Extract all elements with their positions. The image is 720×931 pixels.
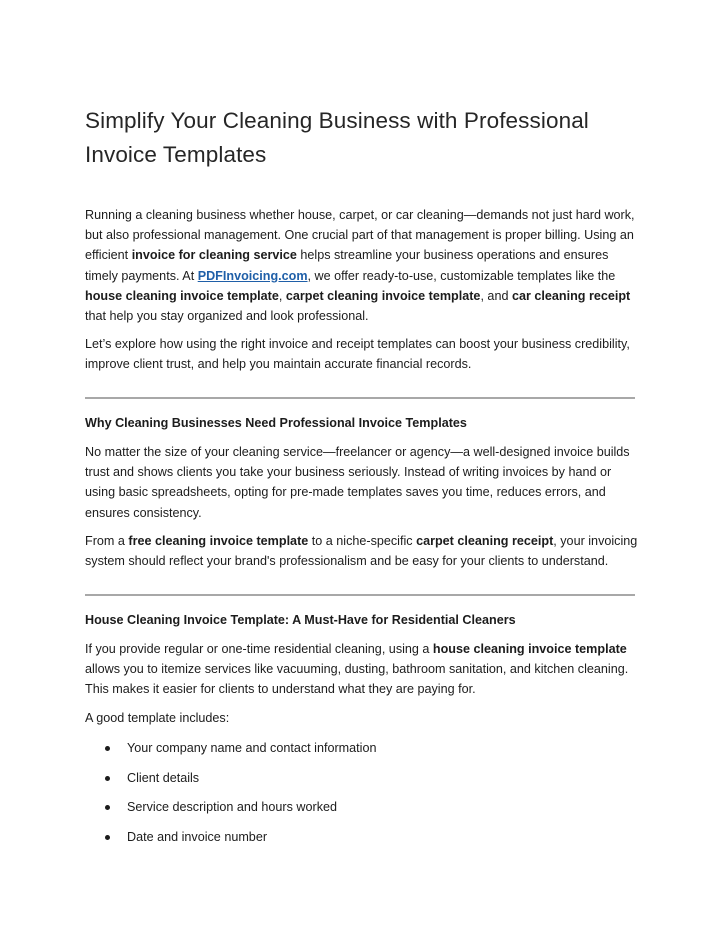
- s2p1-text-2: allows you to itemize services like vacuuming, dusting, bathroom sanitation, and kitchen cleaning. This makes it easier for clients to understand what they are paying for.: [85, 662, 629, 697]
- list-item: [85, 827, 376, 857]
- pdfinvoicing-link[interactable]: PDFInvoicing.com: [197, 268, 308, 283]
- intro-text-5: , and: [480, 288, 512, 303]
- section-heading-why: Why Cleaning Businesses Need Professional Invoice Templates: [85, 416, 467, 430]
- template-includes-list: [85, 738, 376, 856]
- list-item-text: Your company name and contact information: [127, 741, 377, 755]
- bullet-icon: [105, 835, 110, 840]
- intro-text-4: ,: [278, 288, 286, 303]
- list-item: [85, 797, 376, 827]
- s1p2-bold-2: carpet cleaning receipt: [416, 534, 554, 548]
- s1p2-bold-1: free cleaning invoice template: [128, 534, 309, 548]
- list-item: [85, 768, 376, 798]
- intro-paragraph: [85, 205, 640, 326]
- intro-text-2: helps streamline your business operations and ensures timely payments. At: [85, 248, 609, 283]
- intro-bold-4: car cleaning receipt: [511, 288, 631, 303]
- list-item-text: Service description and hours worked: [127, 800, 338, 814]
- intro-bold-2: house cleaning invoice template: [85, 288, 279, 303]
- s1p2-text-1: From a: [85, 534, 129, 548]
- section2-paragraph-2: A good template includes:: [85, 711, 230, 725]
- page-title: Simplify Your Cleaning Business with Professional Invoice Templates: [85, 108, 589, 167]
- bullet-icon: [105, 776, 110, 781]
- intro-paragraph-2: Let’s explore how using the right invoice and receipt templates can boost your business credibility, improve client trust, and help you maintain accurate financial records.: [85, 337, 630, 372]
- section-heading-house: House Cleaning Invoice Template: A Must-Have for Residential Cleaners: [85, 613, 516, 627]
- s2p1-text-1: If you provide regular or one-time residential cleaning, using a: [85, 642, 433, 656]
- section1-paragraph-2: [85, 531, 640, 571]
- s1p2-text-2: to a niche-specific: [308, 534, 417, 548]
- s1p2-text-3: , your invoicing system should reflect your brand's professionalism and be easy for your clients to understand.: [85, 534, 638, 569]
- s2p1-bold-1: house cleaning invoice template: [432, 642, 627, 656]
- bullet-icon: [105, 805, 110, 810]
- list-item: [85, 738, 376, 768]
- list-item-text: Client details: [127, 770, 200, 785]
- bullet-icon: [105, 746, 110, 751]
- section2-paragraph-1: [85, 639, 640, 700]
- intro-bold-1: invoice for cleaning service: [131, 248, 297, 263]
- section-divider: [85, 594, 635, 596]
- section-divider: [85, 397, 635, 399]
- intro-text-1: Running a cleaning business whether house, carpet, or car cleaning—demands not just hard work, but also professional management. One crucial part of that management is proper billing. Using an efficient: [85, 208, 635, 263]
- intro-text-3: , we offer ready-to-use, customizable templates like the: [307, 268, 616, 283]
- intro-text-6: that help you stay organized and look professional.: [85, 309, 369, 324]
- list-item-text: Date and invoice number: [127, 829, 268, 844]
- intro-bold-3: carpet cleaning invoice template: [285, 288, 481, 303]
- section1-paragraph-1: No matter the size of your cleaning service—freelancer or agency—a well-designed invoice builds trust and shows clients you take your business seriously. Instead of writing invoices by hand or using basic spreadsheets, opting for pre-made templates saves you time, reduces errors, and ensures consistency.: [85, 445, 630, 520]
